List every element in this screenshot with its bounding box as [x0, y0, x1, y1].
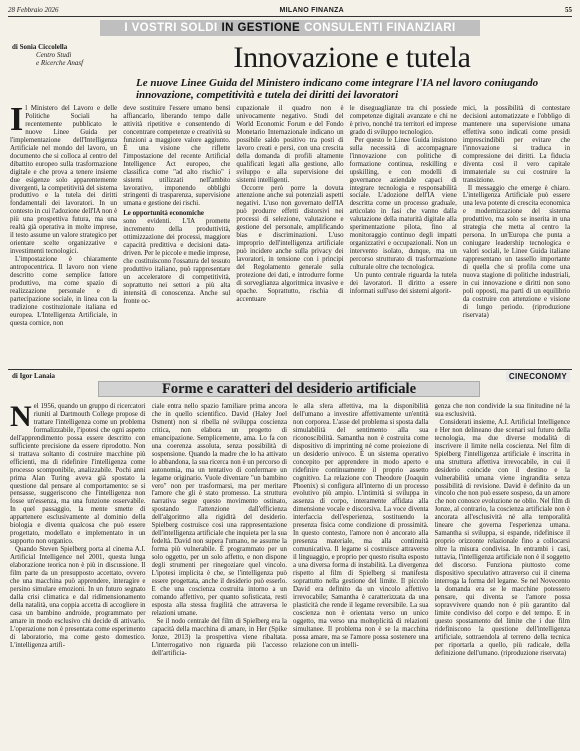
article1-paragraph: Per questo le Linee Guida insistono sulla necessità di accompagnare l'innovazione con politiche di formazione continua, reskilling e upskilling, e con modelli di governance aziendale capaci di integrare tecnologia e responsabilità sociale. L'adozione dell'IA viene descritta come un processo graduale, articolato in fasi che vanno dalla valutazione della maturità digitale alla sperimentazione pilota, fino al monitoraggio continuo degli impatti organizzativi e occupazionali. Non un intervento isolato, dunque, ma un percorso strutturato di trasformazione culturale oltre che tecnologica.	[349, 136, 457, 272]
article1-col1	[10, 105, 117, 365]
article2-paragraph: genza che non condivide la sua finitudine né la sua esclusività.	[434, 403, 570, 418]
article1-deck: Le nuove Linee Guida del Ministero indicano come integrare l'IA nel lavoro coniugando innovazione, competitività e tutela dei diritti dei lavoratori	[136, 77, 539, 101]
newspaper-name: MILANO FINANZA	[279, 6, 345, 14]
article1-col4	[350, 105, 457, 365]
article1-paragraph: Il messaggio che emerge è chiaro. L'intelligenza Artificiale può essere una leva potente di crescita economica e modernizzazione del sistema produttivo, ma solo se inserita in una strategia che metta al centro la persona. In un'Europa che punta a coniugare leadership tecnologica e valori sociali, le Linee Guida italiane rappresentano un tassello importante di quella che si profila come una nuova stagione di politiche industriali, in cui innovazione e diritti non sono poli opposti, ma parti di un equilibrio da costruire con attenzione e visione di lungo periodo. (riproduzione riservata)	[462, 184, 571, 319]
article2-col1	[10, 403, 146, 748]
section-band	[100, 20, 480, 36]
article1-paragraph: deve sostituire l'essere umano bensì affiancarlo, liberando tempo dalle attività ripetitive e consentendo di concentrare competenze e creatività su funzioni a maggiore valore aggiunto. È una visione che riflette l'impostazione del recente Artificial Intelligence Act europeo, che classifica come "ad alto rischio" i sistemi utilizzati nell'ambito lavorativo, imponendo obblighi stringenti di trasparenza, supervisione umana e gestione dei rischi.	[123, 105, 231, 208]
article1-paragraph: cupazionale il quadro non è univocamente negativo. Studi del World Economic Forum e del Fondo Monetario Internazionale indicano un possibile saldo positivo tra posti di lavoro creati e persi, con una crescita della domanda di profili altamente qualificati legati alla gestione, allo sviluppo e alla supervisione dei sistemi intelligenti.	[236, 105, 344, 184]
article2-paragraph: el 1956, quando un gruppo di ricercatori riuniti al Dartmouth College propose di trattare l'intelligenza come un problema formalizzabile, l'ipotesi che ogni aspetto dell'apprendimento possa essere descritto con sufficiente precisione da essere riprodotto. Non si trattava soltanto di costruire macchine più efficienti, ma di ridefinire l'intelligenza come processo scomponibile, analizzabile. Pochi anni prima Alan Turing aveva già spostato la questione dal pensare al comportamento: se si pensasse, suggeriscono che l'intelligenza non fosse un'essenza, ma una funzione osservabile. In quel passaggio, la mente smette di appartenere esclusivamente al dominio della biologia e diventa qualcosa che può essere progettato, modellato e implementato in un supporto non organico.	[10, 403, 146, 546]
article2-paragraph: Se il nodo centrale del film di Spielberg era la capacità della macchina di amare, in Her (Spike Jonze, 2013) la prospettiva viene ribaltata. L'interrogativo non riguarda più l'accesso dell'artificia-	[151, 617, 287, 657]
article1-paragraph: Un punto centrale riguarda la tutela dei lavoratori. Il diritto a essere informati sull'uso dei sistemi algorit-	[349, 272, 457, 295]
section-band-part1: I VOSTRI SOLDI	[124, 22, 218, 34]
article1-subhead-text: Le opportunità economiche	[123, 210, 204, 218]
article2-col2	[152, 403, 288, 748]
article-divider	[8, 369, 572, 370]
article1-col2	[123, 105, 230, 365]
article2-paragraph: ciale entra nello spazio familiare prima ancora che in quello scientifico. David (Haley Joel Osment) non si ribella né sviluppa coscienza critica, non elabora un progetto di emancipazione. Semplicemente, ama. Lo fa con una coerenza assoluta, senza possibilità di sospensione. Quando la madre che lo ha attivato lo abbandona, la sua ricerca non è un percorso di autonomia, ma un tentativo di confermare un legame originario. Vuole diventare "un bambino vero" non per trasformarsi, ma per meritare l'amore che gli è stato promesso. La struttura narrativa segue questo movimento ostinato, spostando l'attenzione dall'efficienza dell'algoritmo alla rigidità del desiderio. Spielberg costruisce così una rappresentazione dell'intelligenza artificiale che inquieta per la sua fedeltà. David non supera l'umano, ne assume la forma più vulnerabile. È programmato per un solo oggetto, per un solo affetto, e non dispone degli strumenti per rinegoziare quel vincolo. L'ipotesi implicita è che, se l'intelligenza può essere progettata, anche il desiderio può esserlo. E che una coscienza costruita intorno a un comando affettivo, per quanto sofisticata, resti esposta alla stessa fragilità che attraversa le relazioni umane.	[151, 403, 287, 617]
page-header	[8, 4, 572, 16]
article1-author-role1: Centro Studi	[36, 51, 72, 59]
article1-author: di Sonia Ciccolella	[12, 43, 68, 51]
article1-paragraph: l Ministero del Lavoro e delle Politiche Sociali ha recentemente pubblicato le nuove Linee Guida per l'implementazione dell'Intelligenza Artificiale nel mondo del lavoro, un documento che si colloca al centro del dibattito europeo sulla trasformazione digitale e che prova a tenere insieme due esigenze solo apparentemente divergenti, la competitività del sistema produttivo e la tutela dei diritti fondamentali dei lavoratori. In un contesto in cui l'adozione dell'IA non è più una prospettiva futura, ma una realtà già operativa in molte imprese, il testo assume un valore strategico per orientare scelte organizzative e investimenti tecnologici.	[10, 105, 118, 256]
header-rule	[8, 16, 572, 17]
article1-col5	[463, 105, 570, 365]
article2-col3	[293, 403, 429, 748]
article1-col3	[236, 105, 343, 365]
article1-paragraph: L'impostazione è chiaramente antropocentrica. Il lavoro non viene descritto come semplice fattore produttivo, ma come spazio di realizzazione personale e di partecipazione sociale, in linea con la tradizione costituzionale italiana ed europea. L'Intelligenza Artificiale, in questa cornice, non	[10, 256, 118, 327]
article2-paragraph: le alla sfera affettiva, ma la disponibilità dell'umano a investire affettivamente un'entità non corporea. L'asse del problema si sposta dalla simulabilità del sentimento alla sua riconoscibilità. Samantha non è costruita come dispositivo di imprinting né come proiezione di un desiderio univoco. È un sistema operativo concepito per apprendere in modo aperto e ridefinire continuamente il proprio assetto cognitivo. La relazione con Theodore (Joaquin Phoenix) si configura all'interno di un processo evolutivo più ampio. L'intimità si sviluppa in assenza di corpo, interamente affidata alla dimensione vocale e discorsiva. La voce diventa interfaccia dell'esperienza, sostituendo la presenza fisica come condizione di prossimità. In questo contesto, l'amore non è ancorato alla presenza materiale, ma alla continuità comunicativa. Il legame si costruisce attraverso il linguaggio, e proprio per questo risulta esposto a una diversa forma di instabilità. La divergenza rispetto al film di Spielberg si manifesta soprattutto nella gestione del limite. Il piccolo David era definito da un vincolo affettivo irrevocabile; Samantha è caratterizzata da una plasticità che rende il legame reversibile. La sua coscienza non è orientata verso un unico oggetto, ma verso una molteplicità di relazioni simultanee. Il problema non è se la macchina possa amare, ma se l'amore possa sostenere una relazione con un intelli-	[293, 403, 429, 649]
article1-body	[10, 105, 570, 365]
article1-paragraph: Occorre però porre la dovuta attenzione anche sui potenziali aspetti negativi. L'uso non governato dell'IA può produrre effetti distorsivi nei processi di selezione, valutazione e gestione del personale, amplificando bias e discriminazioni. L'uso improprio dell'intelligenza artificiale può incidere anche sulla privacy dei lavoratori, in tensione con i principi del Regolamento generale sulla protezione dei dati, e introdurre forme di sorveglianza algoritmica invasive e opache. Soprattutto, rischia di accentuare	[236, 184, 344, 303]
article1-paragraph: le diseguaglianze tra chi possiede competenze digitali avanzate e chi ne è privo, nonché tra territori ed imprese grado di sviluppo tecnologico.	[349, 105, 457, 136]
article1-paragraph: sono evidenti. L'IA promette incremento della produttività, ottimizzazione dei processi, maggiore capacità predittiva e decisioni data-driven. Per le piccole e medie imprese, che costituiscono l'ossatura del tessuto produttivo italiano, può rappresentare un acceleratore di competitività, soprattutto nei settori a più alta intensità di conoscenza. Anche sul fronte oc-	[123, 218, 231, 305]
article1-title: Innovazione e tutela	[233, 41, 471, 74]
article1-dropcap: I	[10, 105, 24, 138]
article1-paragraph: mici, la possibilità di contestare decisioni automatizzate e l'obbligo di mantenere una supervisione umana effettiva sono indicati come presidi imprescindibili per evitare che l'innovazione si traduca in compressione dei diritti. La fiducia diventa così il vero capitale immateriale su cui costruire la transizione.	[462, 105, 571, 184]
page-number: 55	[564, 6, 572, 14]
article2-title: Forme e caratteri del desiderio artificiale	[161, 380, 417, 397]
article2-body	[10, 403, 570, 748]
article2-paragraph: Considerati insieme, A.I. Artificial Intelligence e Her non delineano due scenari sul futuro della tecnologia, ma due diverse modalità di inscrivere il limite nella coscienza. Nel film di Spielberg l'intelligenza artificiale è inscritta in una struttura affettiva irrevocabile, in cui il desiderio coincide con il destino e la vulnerabilità umana viene ingrandita senza possibilità di revisione. David è definito da un vincolo che non può essere sospeso, da un amore che non conosce evoluzione ne oblio. Nel film di Jonze, al contrario, la coscienza artificiale non è ancorata all'esclusività né alla temporalità lineare che governa l'esperienza umana. Samantha si sviluppa, si espande, ridefinisce il proprio orizzonte relazionale fino a collocarsi oltre la misura condivisa. In entrambi i casi, tuttavia, l'intelligenza artificiale non è il soggetto del discorso. Funziona piuttosto come dispositivo speculativo attraverso cui il cinema interroga la forma del legame. Se nel Novecento la domanda era se le macchine potessero pensare, qui diventa se l'amore possa sopravvivere quando non è più garantito dal limite condiviso del corpo e del tempo. E in questo spostamento del limite che i due film ridefiniscono la questione dell'intelligenza artificiale, sottraendola al terreno della tecnica per riportarla a quello, più radicale, della definizione dell'umano. (riproduzione riservata)	[434, 418, 570, 657]
section-band-part2: IN GESTIONE	[221, 22, 301, 34]
article1-subhead	[123, 210, 230, 218]
section-band-part3: CONSULENTI FINANZIARI	[304, 22, 456, 34]
article2-author: di Igor Lanaia	[12, 372, 56, 380]
rubric-label: CINECONOMY	[506, 371, 570, 382]
issue-date: 28 Febbraio 2026	[8, 6, 59, 14]
article2-title-box	[98, 381, 480, 397]
article1-author-role2: e Ricerche Anasf	[36, 59, 84, 67]
article1-byline	[12, 43, 132, 67]
article2-col4	[435, 403, 571, 748]
article2-dropcap: N	[10, 403, 32, 433]
article2-paragraph: Quando Steven Spielberg porta al cinema A.I. Artificial Intelligence nel 2001, questa lunga elaborazione teorica non è più in discussione. Il film parte da un presupposto accettato, ovvero che una macchina può apprendere, interagire e persino simulare emozioni. In un futuro segnato dalla crisi climatica e dal ridimensionamento della natalità, una coppia accetta di accogliere in casa un bambino androide, programmato per amare in modo esclusivo chi decide di attivarlo. L'operazione non è presentata come esperimento di laboratorio, ma come gesto domestico. L'intelligenza artifi-	[10, 546, 146, 649]
